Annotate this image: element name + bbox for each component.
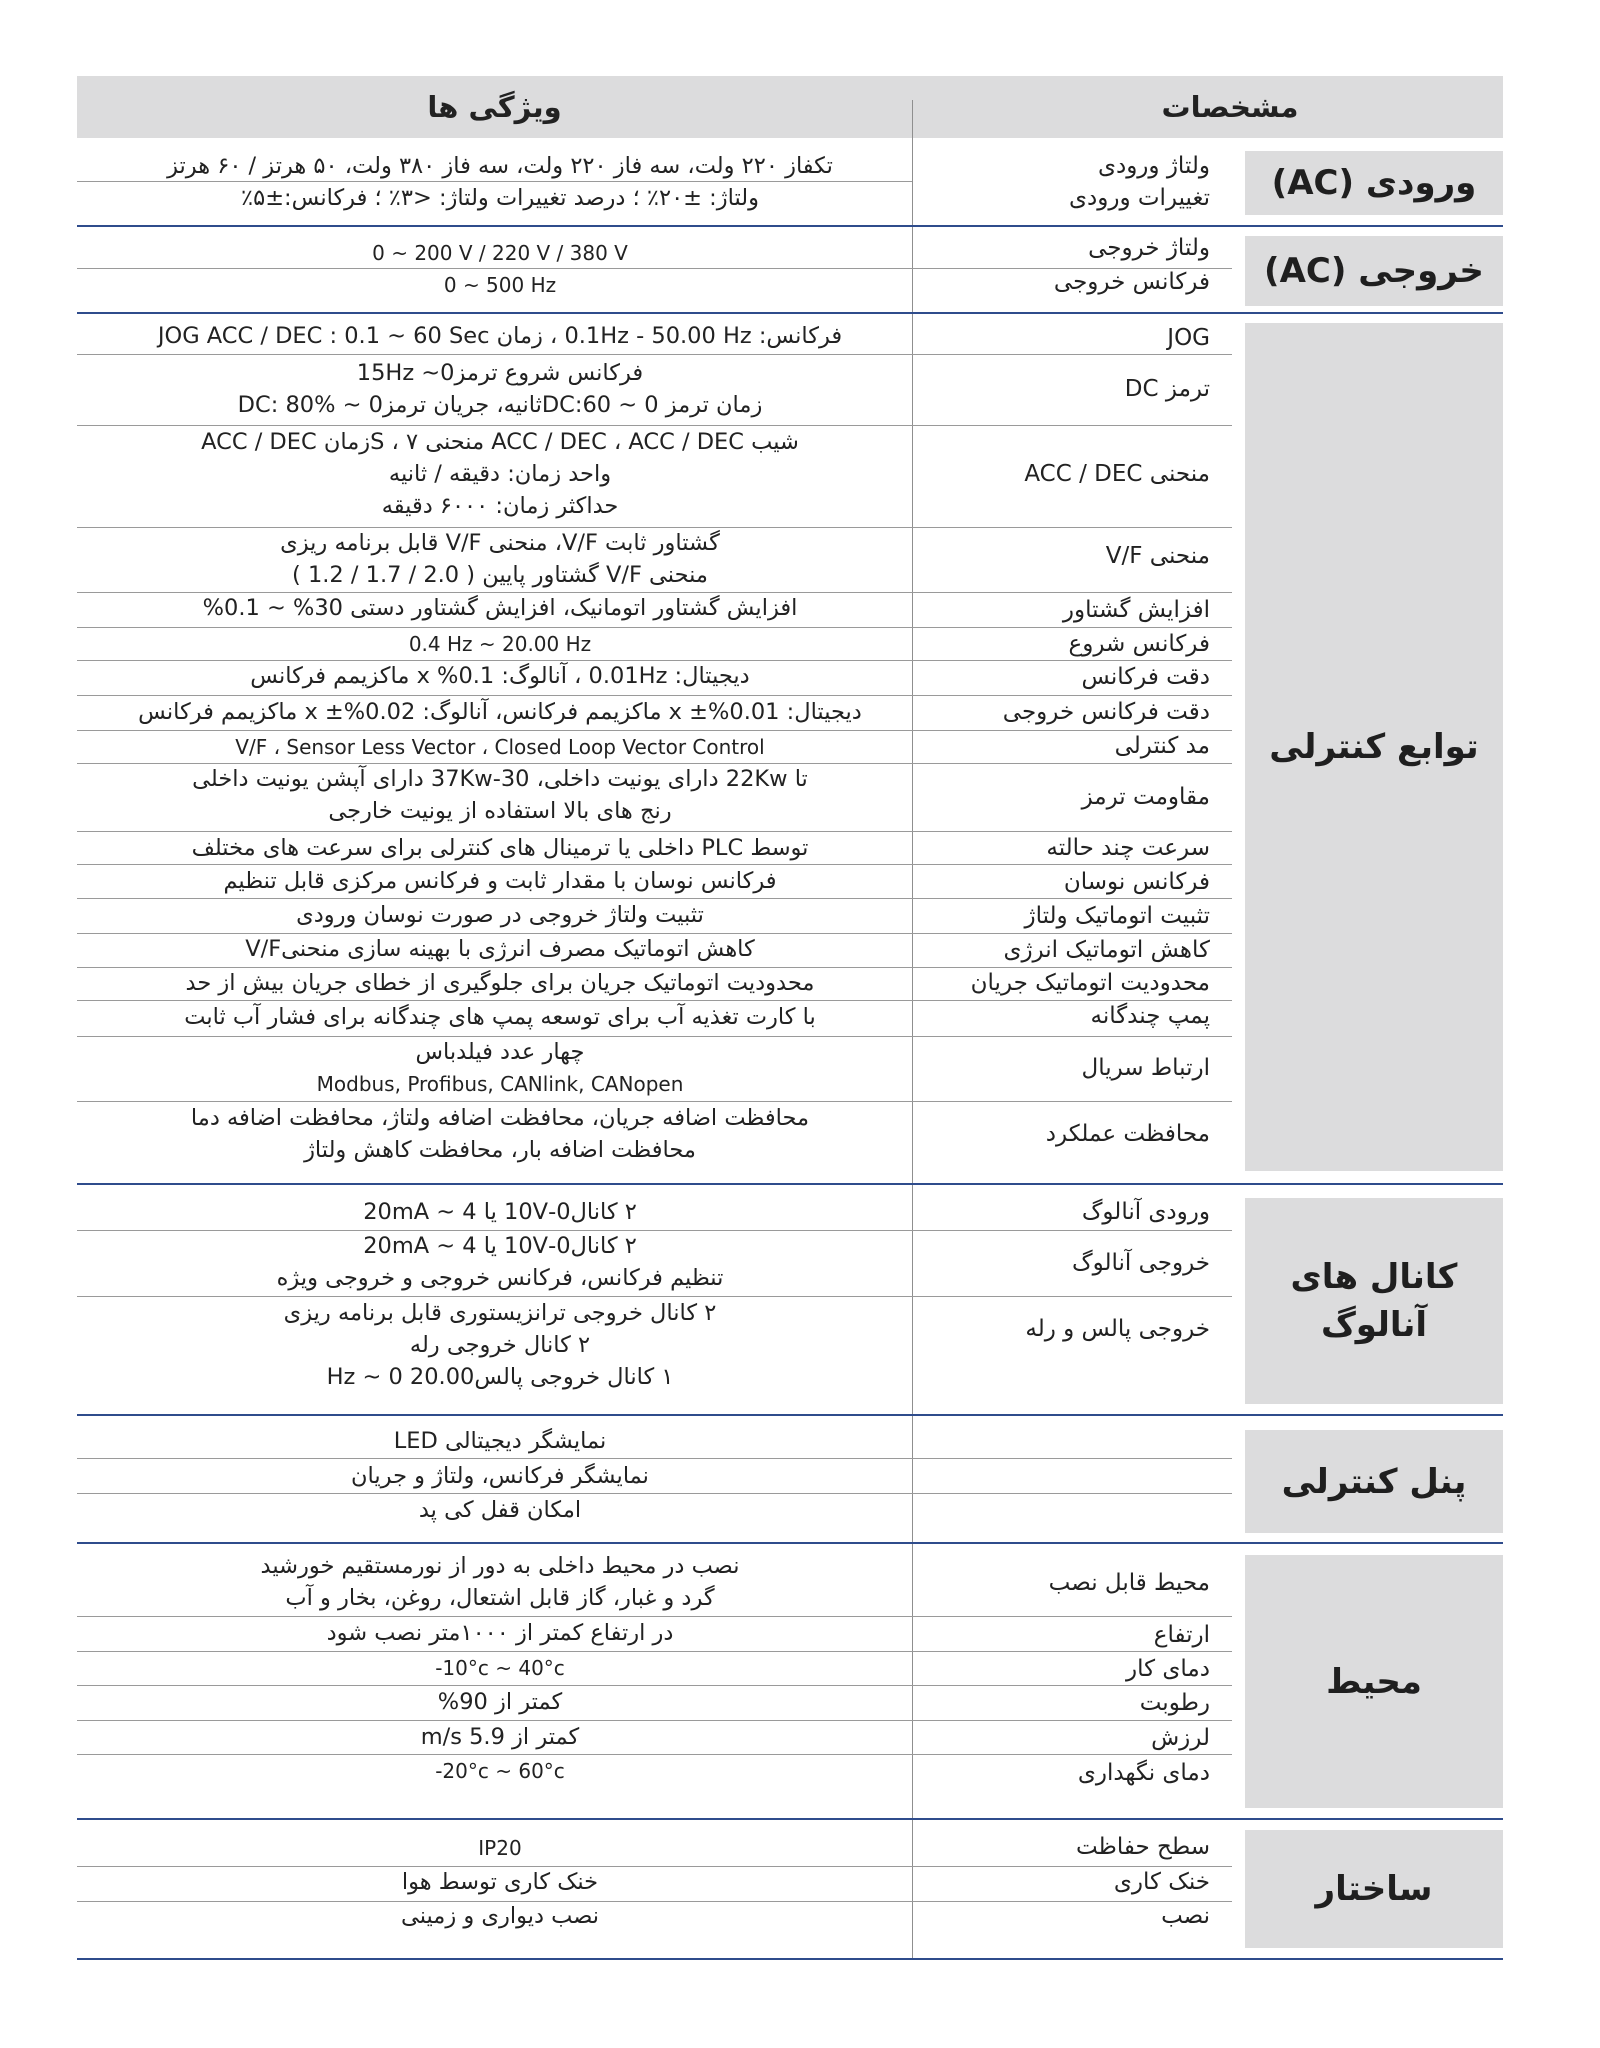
spec-output-frequency-accuracy: دقت فرکانس خروجی [1002, 699, 1210, 725]
feature-vf-curve: گشتاور ثابت V/F، منحنی V/F قابل برنامه ریزی منحنی V/F گشتاور پایین ( 2.0 / 1.7 / 1.2 ) [280, 530, 720, 588]
feature-acc-dec: شیب ACC / DEC ، ACC / DEC منحنی S ، ۷زمان ACC / DEC واحد زمان: دقیقه / ثانیه حداکثر زمان: ۶۰۰۰ دقیقه [201, 429, 799, 519]
feature-dc-brake: فرکانس شروع ترمز15Hz ~0 زمان ترمز DC:60 ~ 0ثانیه، جریان ترمزDC: 80% ~ 0 [237, 360, 763, 418]
feature-jog: فرکانس: 0.1Hz - 50.00 Hz ، زمان JOG ACC / DEC : 0.1 ~ 60 Sec [157, 323, 843, 349]
section-divider [77, 1958, 1503, 1960]
spec-analog-output: خروجی آنالوگ [1072, 1250, 1210, 1276]
feature-brake-resistor: تا 22Kw دارای یونیت داخلی، 30-37Kw دارای آپشن یونیت داخلی رنج های بالا استفاده از یونیت خارجی [192, 766, 808, 824]
feature-storage-temperature: -20°c ~ 60°c [435, 1759, 565, 1783]
spec-operating-temperature: دمای کار [1126, 1656, 1210, 1682]
spec-torque-boost: افزایش گشتاور [1062, 597, 1210, 623]
feature-installation-environment: نصب در محیط داخلی به دور از نورمستقیم خورشید گرد و غبار، گاز قابل اشتعال، روغن، بخار و آب [260, 1553, 740, 1611]
spec-output-voltage: ولتاژ خروجی [1088, 235, 1210, 261]
feature-protection: محافظت اضافه جریان، محافظت اضافه ولتاژ، محافظت اضافه دما محافظت اضافه بار، محافظت کاهش ولتاژ [190, 1105, 810, 1163]
category-output: خروجی (AC) [1245, 236, 1503, 306]
spec-start-frequency: فرکانس شروع [1068, 631, 1210, 657]
spec-acc-dec: منحنی ACC / DEC [1024, 461, 1210, 487]
feature-current-limit: محدودیت اتوماتیک جریان برای جلوگیری از خطای جریان بیش از حد [185, 970, 815, 996]
category-structure: ساختار [1245, 1830, 1503, 1948]
section-divider [77, 312, 1503, 314]
category-environment: محیط [1245, 1555, 1503, 1808]
spec-protection-class: سطح حفاظت [1075, 1834, 1210, 1860]
feature-start-frequency: 0.4 Hz ~ 20.00 Hz [408, 632, 592, 656]
feature-serial-comm-protocols: Modbus, Profibus, CANlink, CANopen [316, 1072, 684, 1096]
feature-analog-input: ۲ کانال0-10V یا 20mA ~ 4 [363, 1199, 637, 1225]
category-input: ورودی (AC) [1245, 151, 1503, 215]
feature-analog-output: ۲ کانال0-10V یا 20mA ~ 4 تنظیم فرکانس، فرکانس خروجی و خروجی ویژه [276, 1233, 724, 1291]
spec-dc-brake: ترمز DC [1124, 376, 1210, 402]
spec-altitude: ارتفاع [1153, 1622, 1210, 1648]
section-divider [77, 1542, 1503, 1544]
spec-energy-saving: کاهش اتوماتیک انرژی [1003, 937, 1210, 963]
feature-protection-class: IP20 [478, 1836, 522, 1860]
feature-cooling: خنک کاری توسط هوا [401, 1869, 599, 1895]
feature-humidity: کمتر از 90% [437, 1689, 563, 1715]
section-divider [77, 1414, 1503, 1416]
spec-humidity: رطوبت [1139, 1690, 1210, 1716]
section-divider [77, 225, 1503, 227]
category-analog-channels: کانال های آنالوگ [1245, 1198, 1503, 1404]
feature-output-voltage: 0 ~ 200 V / 220 V / 380 V [372, 241, 628, 265]
feature-display-values: نمایشگر فرکانس، ولتاژ و جریان [351, 1463, 649, 1489]
feature-frequency-accuracy: دیجیتال: 0.01Hz ، آنالوگ: 0.1% x ماکزیمم فرکانس [250, 663, 750, 689]
spec-mounting: نصب [1161, 1903, 1210, 1929]
section-divider [77, 1818, 1503, 1820]
spec-installation-environment: محیط قابل نصب [1048, 1570, 1210, 1596]
feature-operating-temperature: -10°c ~ 40°c [435, 1656, 565, 1680]
spec-control-mode: مد کنترلی [1114, 733, 1210, 759]
spec-protection: محافظت عملکرد [1045, 1121, 1210, 1147]
feature-control-mode: V/F ، Sensor Less Vector ، Closed Loop Vector Control [235, 735, 765, 759]
spec-avr: تثبیت اتوماتیک ولتاژ [1024, 903, 1210, 929]
spec-frequency-accuracy: دقت فرکانس [1081, 664, 1210, 690]
feature-vibration: کمتر از 5.9 m/s [420, 1724, 580, 1750]
feature-altitude: در ارتفاع کمتر از ۱۰۰۰متر نصب شود [326, 1620, 674, 1646]
feature-pulse-relay-output: ۲ کانال خروجی ترانزیستوری قابل برنامه ریزی ۲ کانال خروجی رله ۱ کانال خروجی پالس20.00 Hz ~ 0 [283, 1300, 717, 1390]
spec-output-frequency: فرکانس خروجی [1053, 269, 1210, 295]
feature-led-display: نمایشگر دیجیتالی LED [393, 1428, 607, 1454]
feature-torque-boost: افزایش گشتاور اتومانیک، افزایش گشتاور دستی 30% ~ 0.1% [202, 595, 798, 621]
spec-swing-frequency: فرکانس نوسان [1063, 869, 1210, 895]
feature-serial-comm: چهار عدد فیلدباس [415, 1039, 585, 1065]
feature-keypad-lock: امکان قفل کی پد [418, 1497, 582, 1523]
spec-jog: JOG [1167, 325, 1210, 351]
spec-vibration: لرزش [1151, 1725, 1210, 1751]
feature-energy-saving: کاهش اتوماتیک مصرف انرژی با بهینه سازی منحنیV/F [245, 936, 755, 962]
specs-column-title: مشخصات [1161, 90, 1299, 124]
spec-analog-input: ورودی آنالوگ [1081, 1199, 1210, 1225]
feature-swing-frequency: فرکانس نوسان با مقدار ثابت و فرکانس مرکزی قابل تنظیم [223, 868, 777, 894]
spec-input: ولتاژ ورودی تغییرات ورودی [1069, 153, 1210, 211]
feature-avr: تثبیت ولتاژ خروجی در صورت نوسان ورودی [296, 902, 704, 928]
spec-serial-comm: ارتباط سریال [1081, 1055, 1210, 1081]
section-divider [77, 1183, 1503, 1185]
feature-output-frequency-accuracy: دیجیتال: 0.01%± x ماکزیمم فرکانس، آنالوگ: 0.02%± x ماکزیمم فرکانس [138, 699, 862, 725]
category-control-functions: توابع کنترلی [1245, 323, 1503, 1171]
spec-brake-resistor: مقاومت ترمز [1081, 784, 1210, 810]
row-divider [77, 1458, 1232, 1459]
spec-current-limit: محدودیت اتوماتیک جریان [970, 970, 1210, 996]
spec-cooling: خنک کاری [1113, 1869, 1210, 1895]
feature-mounting: نصب دیواری و زمینی [400, 1903, 600, 1929]
spec-vf-curve: منحنی V/F [1105, 543, 1210, 569]
features-column-title: ویژگی ها [427, 90, 562, 124]
feature-multi-speed: توسط PLC داخلی یا ترمینال های کنترلی برای سرعت های مختلف [191, 835, 809, 861]
spec-multi-speed: سرعت چند حالته [1046, 835, 1210, 861]
spec-multi-pump: پمپ چندگانه [1090, 1003, 1210, 1029]
spec-storage-temperature: دمای نگهداری [1077, 1760, 1210, 1786]
spec-pulse-relay-output: خروجی پالس و رله [1025, 1316, 1210, 1342]
row-divider [77, 354, 1232, 355]
feature-output-frequency: 0 ~ 500 Hz [443, 273, 557, 297]
feature-multi-pump: با کارت تغذیه آب برای توسعه پمپ های چندگانه برای فشار آب ثابت [184, 1004, 816, 1030]
category-control-panel: پنل کنترلی [1245, 1430, 1503, 1533]
feature-input: تکفاز ۲۲۰ ولت، سه فاز ۲۲۰ ولت، سه فاز ۳۸۰ ولت، ۵۰ هرتز / ۶۰ هرتز ولتاژ: ±۲۰٪ ؛ درصد تغییرات ولتاژ: <۳٪ ؛ فرکانس:±۵٪ [167, 153, 833, 211]
